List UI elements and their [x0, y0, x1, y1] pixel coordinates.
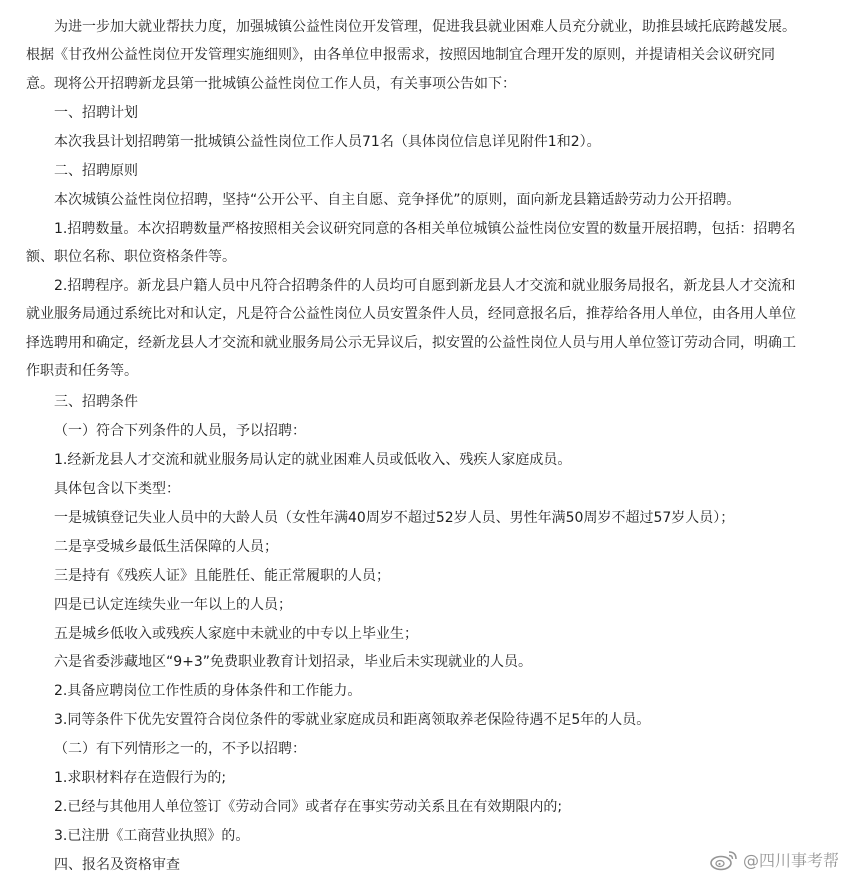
section-heading-1: 一、招聘计划 — [54, 105, 138, 121]
section-heading-3: 三、招聘条件 — [54, 394, 138, 410]
para-17: 一是城镇登记失业人员中的大龄人员（女性年满40周岁不超过52岁人员、男性年满50周岁不超过57岁人员）； — [54, 510, 735, 526]
para-2: 意。现将公开招聘新龙县第一批城镇公益性岗位工作人员，有关事项公告如下： — [26, 76, 516, 92]
para-9: 2.招聘程序。新龙县户籍人员中凡符合招聘条件的人员均可自愿到新龙县人才交流和就业服务局报名，新龙县人才交流和 — [54, 278, 796, 294]
para-7: 1.招聘数量。本次招聘数量严格按照相关会议研究同意的各相关单位城镇公益性岗位安置的数量开展招聘，包括：招聘名 — [54, 221, 796, 237]
para-25: （二）有下列情形之一的，不予以招聘： — [54, 741, 306, 757]
para-21: 五是城乡低收入或残疾人家庭中未就业的中专以上毕业生； — [54, 626, 418, 642]
para-4: 本次我县计划招聘第一批城镇公益性岗位工作人员71名（具体岗位信息详见附件1和2）。 — [54, 134, 601, 150]
weibo-logo-icon — [709, 849, 739, 871]
para-0: 为进一步加大就业帮扶力度，加强城镇公益性岗位开发管理，促进我县就业困难人员充分就业，助推县域托底跨越发展。 — [54, 19, 796, 35]
para-11: 择选聘用和确定，经新龙县人才交流和就业服务局公示无异议后，拟安置的公益性岗位人员与用人单位签订劳动合同，明确工 — [26, 335, 796, 351]
para-19: 三是持有《残疾人证》且能胜任、能正常履职的人员； — [54, 568, 390, 584]
section-heading-4: 四、报名及资格审查 — [54, 857, 180, 873]
para-10: 就业服务局通过系统比对和认定，凡是符合公益性岗位人员安置条件人员，经同意报名后，推荐给各用人单位，由各用人单位 — [26, 306, 796, 322]
para-20: 四是已认定连续失业一年以上的人员； — [54, 597, 292, 613]
para-27: 2.已经与其他用人单位签订《劳动合同》或者存在事实劳动关系且在有效期限内的; — [54, 799, 563, 815]
para-16: 具体包含以下类型： — [54, 481, 180, 497]
section-heading-2: 二、招聘原则 — [54, 163, 138, 179]
para-1: 根据《甘孜州公益性岗位开发管理实施细则》，由各单位申报需求，按照因地制宜合理开发的原则，并提请相关会议研究同 — [26, 47, 775, 63]
para-28: 3.已注册《工商营业执照》的。 — [54, 828, 250, 844]
para-12: 作职责和任务等。 — [26, 363, 138, 379]
para-23: 2.具备应聘岗位工作性质的身体条件和工作能力。 — [54, 683, 362, 699]
para-15: 1.经新龙县人才交流和就业服务局认定的就业困难人员或低收入、残疾人家庭成员。 — [54, 452, 572, 468]
para-24: 3.同等条件下优先安置符合岗位条件的零就业家庭成员和距离领取养老保险待遇不足5年的人员。 — [54, 712, 651, 728]
para-8: 额、职位名称、职位资格条件等。 — [26, 249, 236, 265]
para-14: （一）符合下列条件的人员，予以招聘： — [54, 423, 306, 439]
para-6: 本次城镇公益性岗位招聘，坚持“公开公平、自主自愿、竞争择优”的原则，面向新龙县籍适龄劳动力公开招聘。 — [54, 192, 741, 208]
para-26: 1.求职材料存在造假行为的; — [54, 770, 227, 786]
watermark-text: @四川事考帮 — [742, 851, 839, 870]
para-18: 二是享受城乡最低生活保障的人员； — [54, 539, 278, 555]
weibo-watermark — [709, 848, 839, 871]
para-22: 六是省委涉藏地区“9+3”免费职业教育计划招录，毕业后未实现就业的人员。 — [54, 654, 533, 670]
